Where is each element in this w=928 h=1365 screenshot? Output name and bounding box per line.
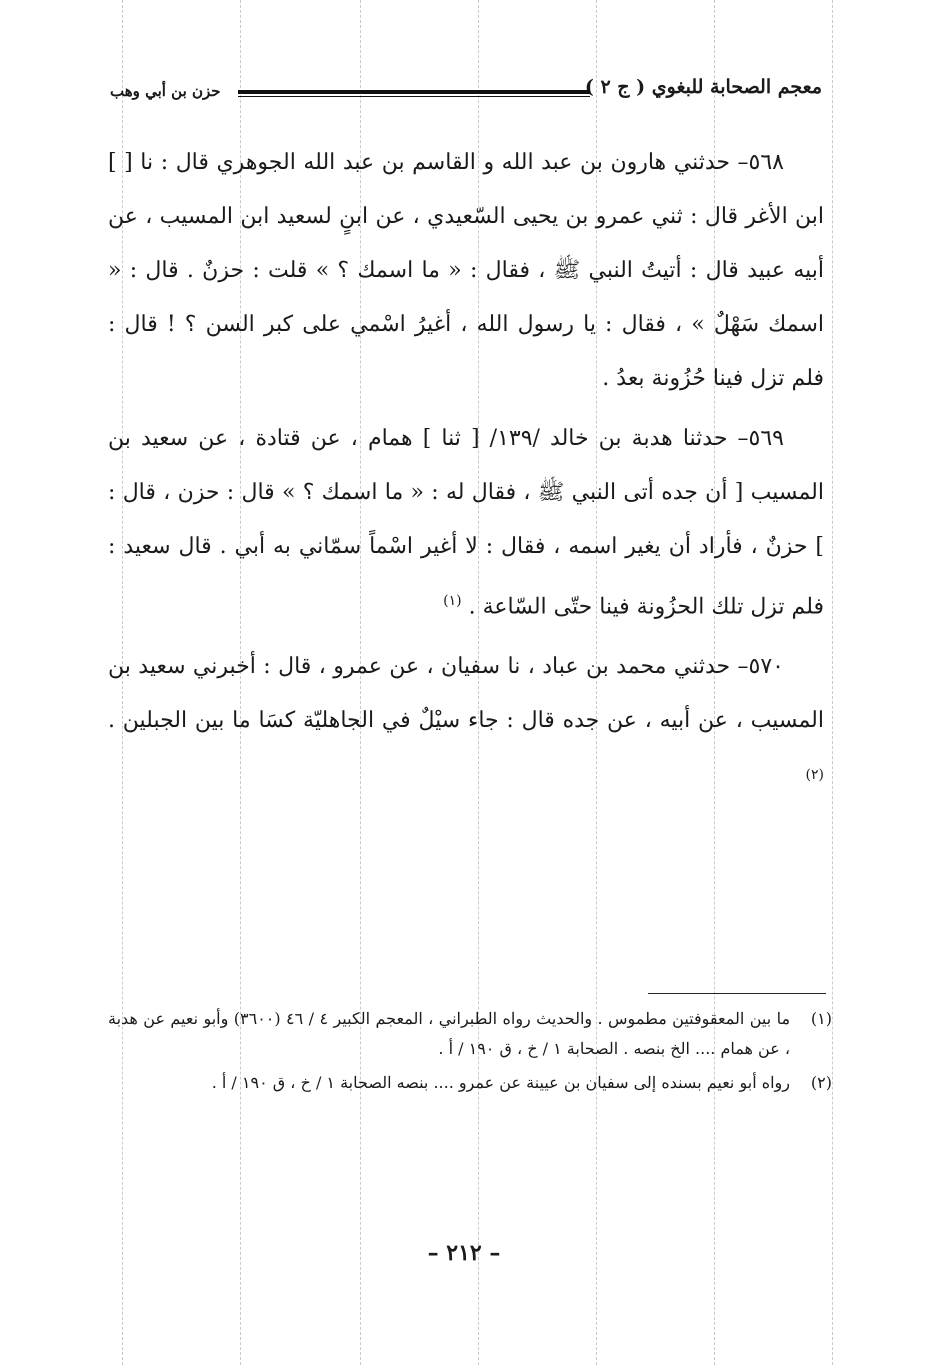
paragraph-text: ٥٦٩– حدثنا هدبة بن خالد /١٣٩/ [ ثنا ] همام ، عن قتادة ، عن سعيد بن المسيب [ أن جده أتى النبي ﷺ ، فقال له : « ما اسمك ؟ » قال : حزن ، قال : ] حزنٌ ، فأراد أن يغير اسمه ، فقال : لا أغير اسْماً سمّاني به أبي . قال سعيد : فلم تزل تلك الحزُونة فينا حتّى السّاعة . (108, 426, 824, 620)
footnote-2 (108, 1068, 832, 1098)
hadith-paragraph-570 (108, 640, 824, 808)
footnote-number: (١) (810, 1009, 832, 1028)
header-rule-thin (238, 96, 590, 97)
paragraph-text: ٥٧٠– حدثني محمد بن عباد ، نا سفيان ، عن عمرو ، قال : أخبرني سعيد بن المسيب ، عن أبيه ، عن جده قال : جاء سيْلٌ في الجاهليّة كسَا ما بين الجبلين . (108, 654, 824, 734)
scan-guide-line (832, 0, 833, 1365)
running-header (110, 76, 822, 106)
page-number: – ٢١٢ – (427, 1240, 501, 1266)
footnote-separator (648, 993, 826, 994)
footnote-text: ما بين المعقوفتين مطموس . والحديث رواه الطبراني ، المعجم الكبير ٤ / ٤٦ (٣٦٠٠) وأبو نعيم عن هدبة ، عن همام .... الخ بنصه . الصحابة ١ / خ ، ق ١٩٠ / أ . (108, 1009, 791, 1058)
footnote-number: (٢) (810, 1073, 832, 1092)
footnote-ref[interactable]: (٢) (805, 767, 824, 784)
hadith-paragraph-568 (108, 136, 824, 406)
header-rule (238, 90, 590, 94)
hadith-paragraph-569 (108, 412, 824, 634)
paragraph-text: ٥٦٨– حدثني هارون بن عبد الله و القاسم بن عبد الله الجوهري قال : نا [ ] ابن الأغر قال : ثني عمرو بن يحيى السّعيدي ، عن ابنٍ لسعيد ابن المسيب ، عن أبيه عبيد قال : أتيتُ النبي ﷺ ، فقال : « ما اسمك ؟ » قلت : حزنٌ . قال : « اسمك سَهْلٌ » ، فقال : يا رسول الله ، أغيرُ اسْمي على كبر السن ؟ ! قال : فلم تزل فينا حُزُونة بعدُ . (108, 150, 824, 391)
footnote-text: رواه أبو نعيم بسنده إلى سفيان بن عيينة عن عمرو .... بنصه الصحابة ١ / خ ، ق ١٩٠ / أ . (211, 1073, 790, 1092)
section-title: حزن بن أبي وهب (110, 82, 221, 100)
main-text (108, 136, 824, 815)
book-title: معجم الصحابة للبغوي ( ج ٢ ) (584, 76, 822, 98)
footnotes (108, 1004, 832, 1102)
footnote-1 (108, 1004, 832, 1064)
footnote-ref[interactable]: (١) (443, 593, 462, 609)
